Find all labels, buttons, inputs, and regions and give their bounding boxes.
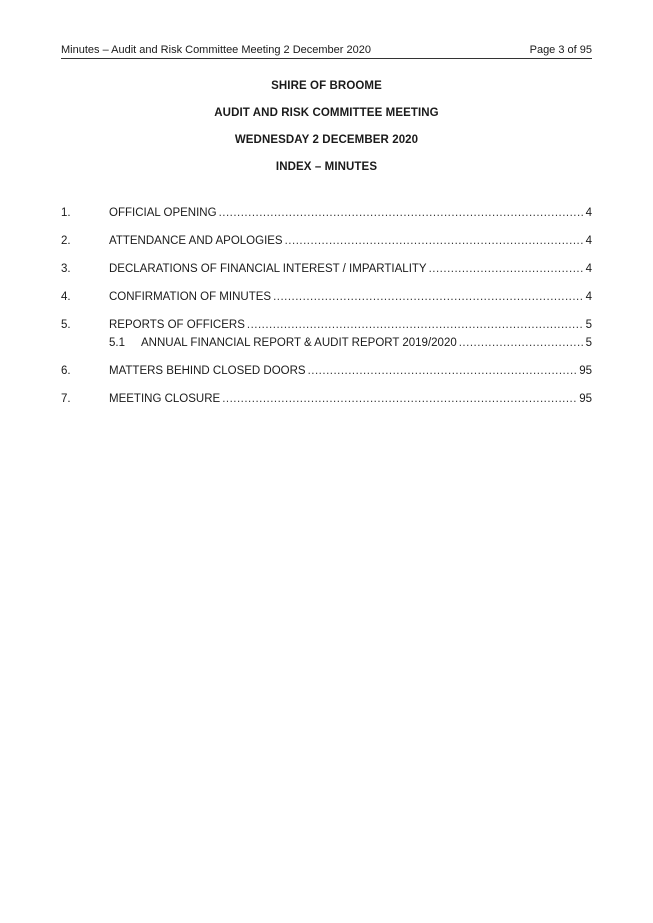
toc-entry-title: DECLARATIONS OF FINANCIAL INTEREST / IMPARTIALITY xyxy=(109,263,427,275)
toc-entry-number: 4. xyxy=(61,291,71,303)
toc-entry-confirmation[interactable] xyxy=(61,291,592,309)
toc-entry-number: 2. xyxy=(61,235,71,247)
header-document-title: Minutes – Audit and Risk Committee Meeting 2 December 2020 xyxy=(61,44,371,56)
toc-entry-page: 4 xyxy=(585,235,592,247)
toc-entry-closed-doors[interactable] xyxy=(61,365,592,383)
toc-leader-dots xyxy=(285,235,584,247)
toc-leader-dots xyxy=(273,291,584,303)
toc-entry-page: 5 xyxy=(585,319,592,331)
toc-entry-title: ANNUAL FINANCIAL REPORT & AUDIT REPORT 2019/2020 xyxy=(141,337,457,349)
toc-entry-number: 1. xyxy=(61,207,71,219)
title-index: INDEX – MINUTES xyxy=(275,161,378,173)
toc-entry-title: ATTENDANCE AND APOLOGIES xyxy=(109,235,283,247)
toc-leader-dots xyxy=(308,365,578,377)
toc-entry-number: 6. xyxy=(61,365,71,377)
toc-entry-meeting-closure[interactable] xyxy=(61,393,592,411)
toc-entry-page: 4 xyxy=(585,207,592,219)
toc-entry-title: MEETING CLOSURE xyxy=(109,393,221,405)
toc-leader-dots xyxy=(219,207,584,219)
toc-entry-title: MATTERS BEHIND CLOSED DOORS xyxy=(109,365,306,377)
table-of-contents xyxy=(61,207,592,411)
toc-entry-annual-financial-report[interactable] xyxy=(61,337,592,355)
page-header xyxy=(61,44,592,59)
title-date: WEDNESDAY 2 DECEMBER 2020 xyxy=(234,134,419,146)
document-titles xyxy=(0,80,653,188)
toc-leader-dots xyxy=(247,319,584,331)
toc-entry-title: REPORTS OF OFFICERS xyxy=(109,319,245,331)
header-page-number: Page 3 of 95 xyxy=(529,44,592,56)
toc-entry-number: 5. xyxy=(61,319,71,331)
toc-entry-number: 5.1 xyxy=(109,337,125,349)
toc-entry-title: CONFIRMATION OF MINUTES xyxy=(109,291,272,303)
toc-entry-title: OFFICIAL OPENING xyxy=(109,207,217,219)
toc-entry-page: 95 xyxy=(579,365,592,377)
toc-entry-attendance[interactable] xyxy=(61,235,592,253)
toc-entry-page: 4 xyxy=(585,263,592,275)
title-shire: SHIRE OF BROOME xyxy=(271,80,382,92)
toc-entry-declarations[interactable] xyxy=(61,263,592,281)
toc-entry-reports[interactable] xyxy=(61,319,592,337)
title-committee: AUDIT AND RISK COMMITTEE MEETING xyxy=(214,107,439,119)
toc-leader-dots xyxy=(222,393,577,405)
toc-entry-page: 5 xyxy=(585,337,592,349)
toc-entry-number: 7. xyxy=(61,393,71,405)
toc-leader-dots xyxy=(459,337,584,349)
toc-entry-number: 3. xyxy=(61,263,71,275)
toc-leader-dots xyxy=(429,263,584,275)
toc-entry-official-opening[interactable] xyxy=(61,207,592,225)
toc-entry-page: 95 xyxy=(579,393,592,405)
toc-entry-page: 4 xyxy=(585,291,592,303)
